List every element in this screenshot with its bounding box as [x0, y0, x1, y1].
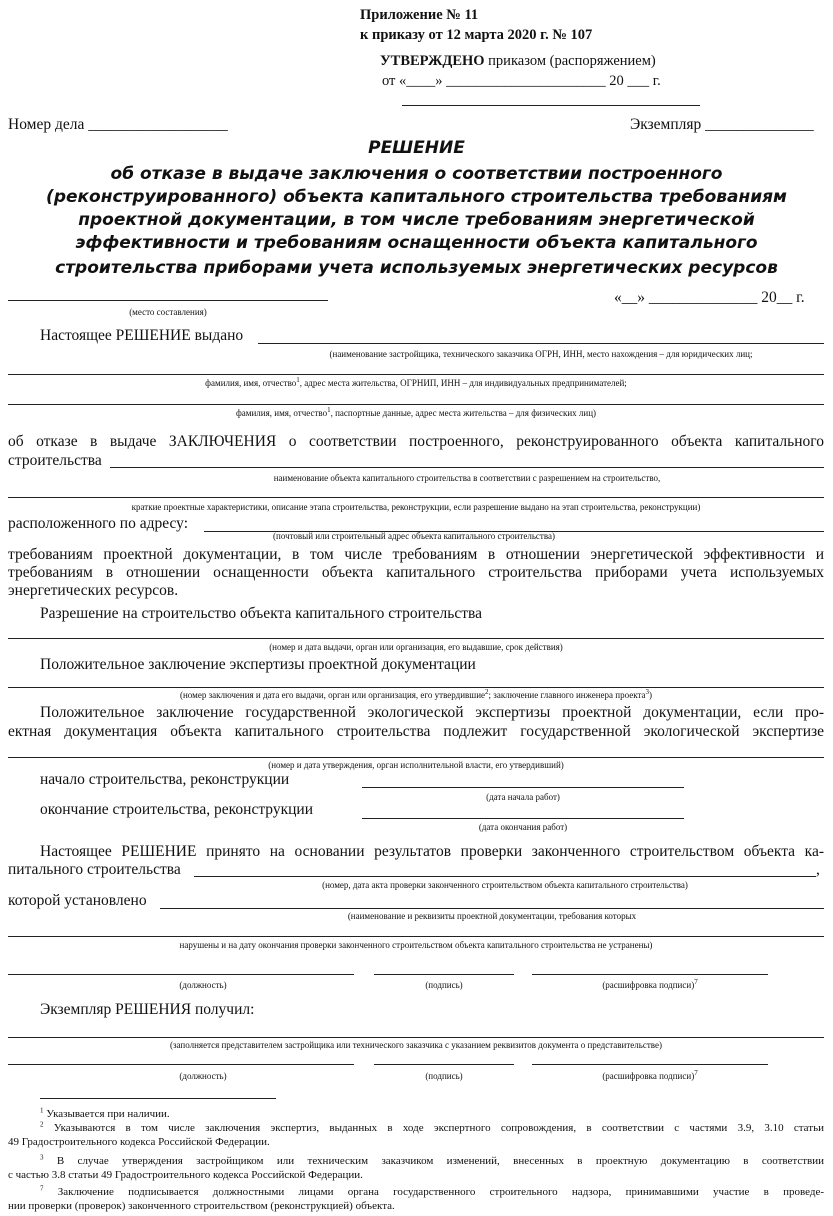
- received-line: [8, 1037, 824, 1038]
- decoding-caption: [532, 980, 768, 990]
- caption-text: фамилия, имя, отчество: [205, 378, 297, 388]
- inspection-act-caption: (номер, дата акта проверки законченного строительством объекта капитального строительства): [322, 880, 688, 890]
- address-label: расположенного по адресу:: [8, 515, 188, 532]
- footnote-text: В случае утверждения застройщиком или техническим заказчиком изменений, внесенных в проектную документацию в соответствии: [43, 1155, 824, 1167]
- caption-text: ): [649, 690, 652, 700]
- issued-caption-2: [8, 378, 824, 388]
- object-line: [110, 467, 824, 468]
- title-line: проектной документации, в том числе требованиям энергетической: [78, 210, 755, 230]
- issued-caption-3: [8, 408, 824, 418]
- footnote-separator: [40, 1098, 276, 1099]
- position-line: [8, 974, 354, 975]
- appendix-number: Приложение № 11: [360, 7, 479, 23]
- object-caption-2: краткие проектные характеристики, описание этапа строительства, реконструкции, если разрешение выдано на этап строительства, реконструкции): [131, 502, 701, 512]
- footnote-text: Указывается при наличии.: [43, 1108, 170, 1120]
- object-line-2: [8, 497, 824, 498]
- position-line-2: [8, 1064, 354, 1065]
- footnote-ref: 2: [485, 688, 489, 696]
- signature-line: [374, 974, 514, 975]
- position-caption-2: (должность): [179, 1071, 227, 1081]
- construction-end-line: [362, 818, 684, 819]
- approved-date: от «____» ______________________ 20 ___ г.: [382, 73, 661, 89]
- footnote-ref: 7: [694, 978, 698, 986]
- received-label: Экземпляр РЕШЕНИЯ получил:: [40, 1001, 255, 1018]
- decoding-caption-2: [532, 1071, 768, 1081]
- received-caption: (заполняется представителем застройщика или технического заказчика с указанием реквизитов документа о представительстве): [170, 1040, 662, 1050]
- eco-expertise-text: Положительное заключение государственной экологической экспертизы проектной документации, если про-: [40, 704, 824, 721]
- approved-signature-line: [402, 105, 700, 106]
- title-line: строительства приборами учета используемых энергетических ресурсов: [55, 258, 778, 278]
- established-label: которой установлено: [8, 892, 147, 909]
- approved-line: [380, 53, 656, 70]
- expertise-line: [8, 687, 824, 688]
- expertise-label: Положительное заключение экспертизы проектной документации: [40, 656, 476, 673]
- approved-label: УТВЕРЖДЕНО: [380, 53, 485, 69]
- approved-by-order: приказом (распоряжением): [484, 53, 656, 69]
- signature-line-2: [374, 1064, 514, 1065]
- footnote-7-cont: нии проверки (проверок) законченного строительством (реконструкцией) объекта.: [8, 1200, 395, 1212]
- footnote-2-cont: 49 Градостроительного кодекса Российской Федерации.: [8, 1136, 270, 1148]
- decoding-line-2: [532, 1064, 768, 1065]
- footnote-2: [40, 1122, 824, 1135]
- signature-caption: (подпись): [425, 980, 463, 990]
- basis-text-2: питального строительства: [8, 861, 181, 878]
- requirements-text-2: требованиям в отношении оснащенности объекта капитального строительства приборами учета используемых: [8, 564, 824, 581]
- footnote-number: 7: [40, 1184, 44, 1193]
- caption-text: (расшифровка подписи): [602, 1071, 695, 1081]
- construction-end-caption: (дата окончания работ): [478, 822, 568, 832]
- eco-caption: (номер и дата утверждения, орган исполнительной власти, его утвердивший): [268, 760, 564, 770]
- caption-text: (расшифровка подписи): [602, 980, 695, 990]
- permit-label: Разрешение на строительство объекта капитального строительства: [40, 605, 482, 622]
- basis-comma: ,: [816, 861, 820, 878]
- construction-start-line: [362, 787, 684, 788]
- object-caption: наименование объекта капитального строительства в соответствии с разрешением на строительство,: [273, 473, 661, 483]
- established-line: [160, 908, 824, 909]
- signature-caption-2: (подпись): [425, 1071, 463, 1081]
- decoding-line: [532, 974, 768, 975]
- footnote-ref: 1: [327, 406, 331, 414]
- place-caption: (место составления): [129, 307, 207, 317]
- expertise-caption: [8, 690, 824, 700]
- eco-expertise-text-2: ектная документация объекта капитального строительства подлежит государственной экологической экспертизе: [8, 723, 824, 740]
- footnote-ref: 3: [645, 688, 649, 696]
- title-line: об отказе в выдаче заключения о соответствии построенного: [110, 164, 723, 184]
- permit-caption: (номер и дата выдачи, орган или организация, его выдавшие, срок действия): [269, 642, 563, 652]
- caption-text: ; заключение главного инженера проекта: [488, 690, 646, 700]
- issued-caption: (наименование застройщика, технического заказчика ОГРН, ИНН, место нахождения – для юридических лиц;: [329, 349, 753, 359]
- established-caption: (наименование и реквизиты проектной документации, требования которых: [347, 911, 637, 921]
- inspection-act-line: [194, 876, 816, 877]
- title-line: (реконструированного) объекта капитального строительства требованиям: [46, 187, 787, 207]
- footnote-3: [40, 1155, 824, 1168]
- footnote-ref: 7: [694, 1069, 698, 1077]
- construction-end-label: окончание строительства, реконструкции: [40, 801, 314, 818]
- footnote-ref: 1: [296, 376, 300, 384]
- issued-label: Настоящее РЕШЕНИЕ выдано: [40, 327, 244, 344]
- permit-line: [8, 638, 824, 639]
- requirements-text-3: энергетических ресурсов.: [8, 582, 179, 599]
- basis-text: Настоящее РЕШЕНИЕ принято на основании результатов проверки законченного строительством объекта ка-: [40, 843, 824, 860]
- caption-text: фамилия, имя, отчество: [235, 408, 328, 418]
- construction-start-caption: (дата начала работ): [486, 792, 560, 802]
- refusal-text: об отказе в выдаче ЗАКЛЮЧЕНИЯ о соответствии построенного, реконструированного объекта капитального: [8, 433, 824, 450]
- title-line: эффективности и требованиям оснащенности объекта капитального: [75, 233, 758, 253]
- footnote-text: Указываются в том числе заключения экспертиз, выданных в ходе экспертного сопровождения, в соответствии с частями 3.9, 3.10 статьи: [43, 1122, 824, 1134]
- copy-field: Экземпляр ______________: [630, 116, 814, 133]
- caption-text: , паспортные данные, адрес места жительства – для физических лиц): [330, 408, 597, 418]
- established-caption-2: нарушены и на дату окончания проверки законченного строительством объекта капитального строительства не устранены): [179, 940, 653, 950]
- footnote-3-cont: с частью 3.8 статьи 49 Градостроительного кодекса Российской Федерации.: [8, 1169, 363, 1181]
- position-caption: (должность): [179, 980, 227, 990]
- established-line-2: [8, 936, 824, 937]
- issued-line-2: [8, 374, 824, 375]
- place-line: [8, 300, 328, 301]
- caption-text: , адрес места жительства, ОГРНИП, ИНН – для индивидуальных предпринимателей;: [299, 378, 627, 388]
- footnote-number: 3: [40, 1153, 44, 1162]
- refusal-text-2: строительства: [8, 452, 102, 469]
- construction-start-label: начало строительства, реконструкции: [40, 771, 290, 788]
- footnote-1: [40, 1108, 170, 1121]
- case-number-field: Номер дела __________________: [8, 116, 228, 133]
- document-title: РЕШЕНИЕ: [368, 138, 465, 158]
- issued-line: [258, 343, 824, 344]
- footnote-number: 1: [40, 1106, 44, 1115]
- issued-line-3: [8, 404, 824, 405]
- order-reference: к приказу от 12 марта 2020 г. № 107: [360, 27, 593, 43]
- footnote-7: [40, 1186, 824, 1199]
- requirements-text: требованиям проектной документации, в том числе требованиям в отношении энергетической эффективности и: [8, 546, 824, 563]
- footnote-text: Заключение подписывается должностными лицами органа государственного строительного надзора, принимавшими участие в проведе-: [43, 1186, 824, 1198]
- eco-line: [8, 757, 824, 758]
- address-caption: (почтовый или строительный адрес объекта капитального строительства): [273, 531, 555, 541]
- footnote-number: 2: [40, 1120, 44, 1129]
- document-date: «__» ______________ 20__ г.: [614, 289, 805, 306]
- caption-text: (номер заключения и дата его выдачи, орган или организация, его утвердившие: [179, 690, 486, 700]
